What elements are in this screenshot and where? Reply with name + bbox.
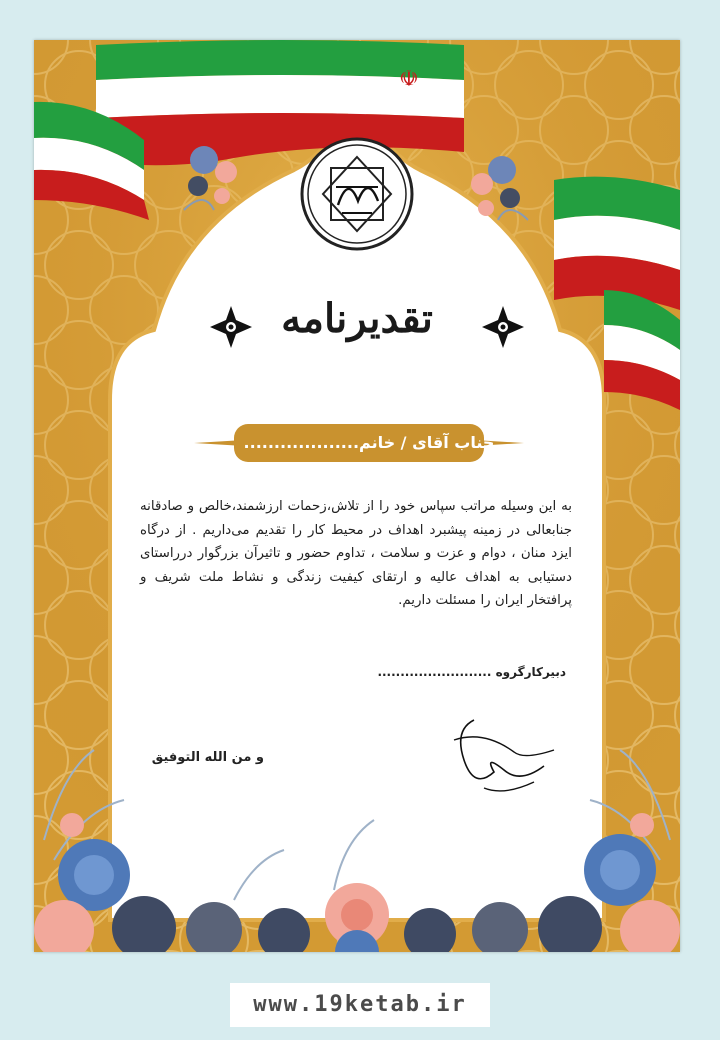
flower-cluster-right <box>458 140 538 230</box>
closing-phrase: و من الله التوفیق <box>151 750 264 765</box>
svg-text:☫: ☫ <box>399 67 419 92</box>
certificate <box>34 40 680 952</box>
body-text: به این وسیله مراتب سپاس خود را از تلاش،زحمات ارزشمند،خالص و صادقانه جنابعالی در زمینه پیشبرد اهداف در محیط کار را تقدیم می‌داریم . از درگاه ایزد منان ، دوام و عزت و سلامت ، تداوم حضور و تاثیرآن بزرگوار درراستای دستیابی به اهداف عالیه و ارتقای کیفیت زندگی و نشاط ملت شریف و پرافتخار ایران را مسئلت داریم. <box>140 499 572 608</box>
flower-border <box>34 730 680 952</box>
bismillah-seal-icon <box>298 135 416 253</box>
ornament-right-icon <box>478 302 528 352</box>
recipient-label: جناب آقای / خانم................... <box>243 433 495 452</box>
flower-cluster-left <box>174 130 254 220</box>
certificate-title: تقدیرنامه <box>281 295 433 342</box>
watermark-url: www.19ketab.ir <box>230 983 490 1027</box>
secretary-label: دبیرکارگروه ......................... <box>377 665 566 679</box>
